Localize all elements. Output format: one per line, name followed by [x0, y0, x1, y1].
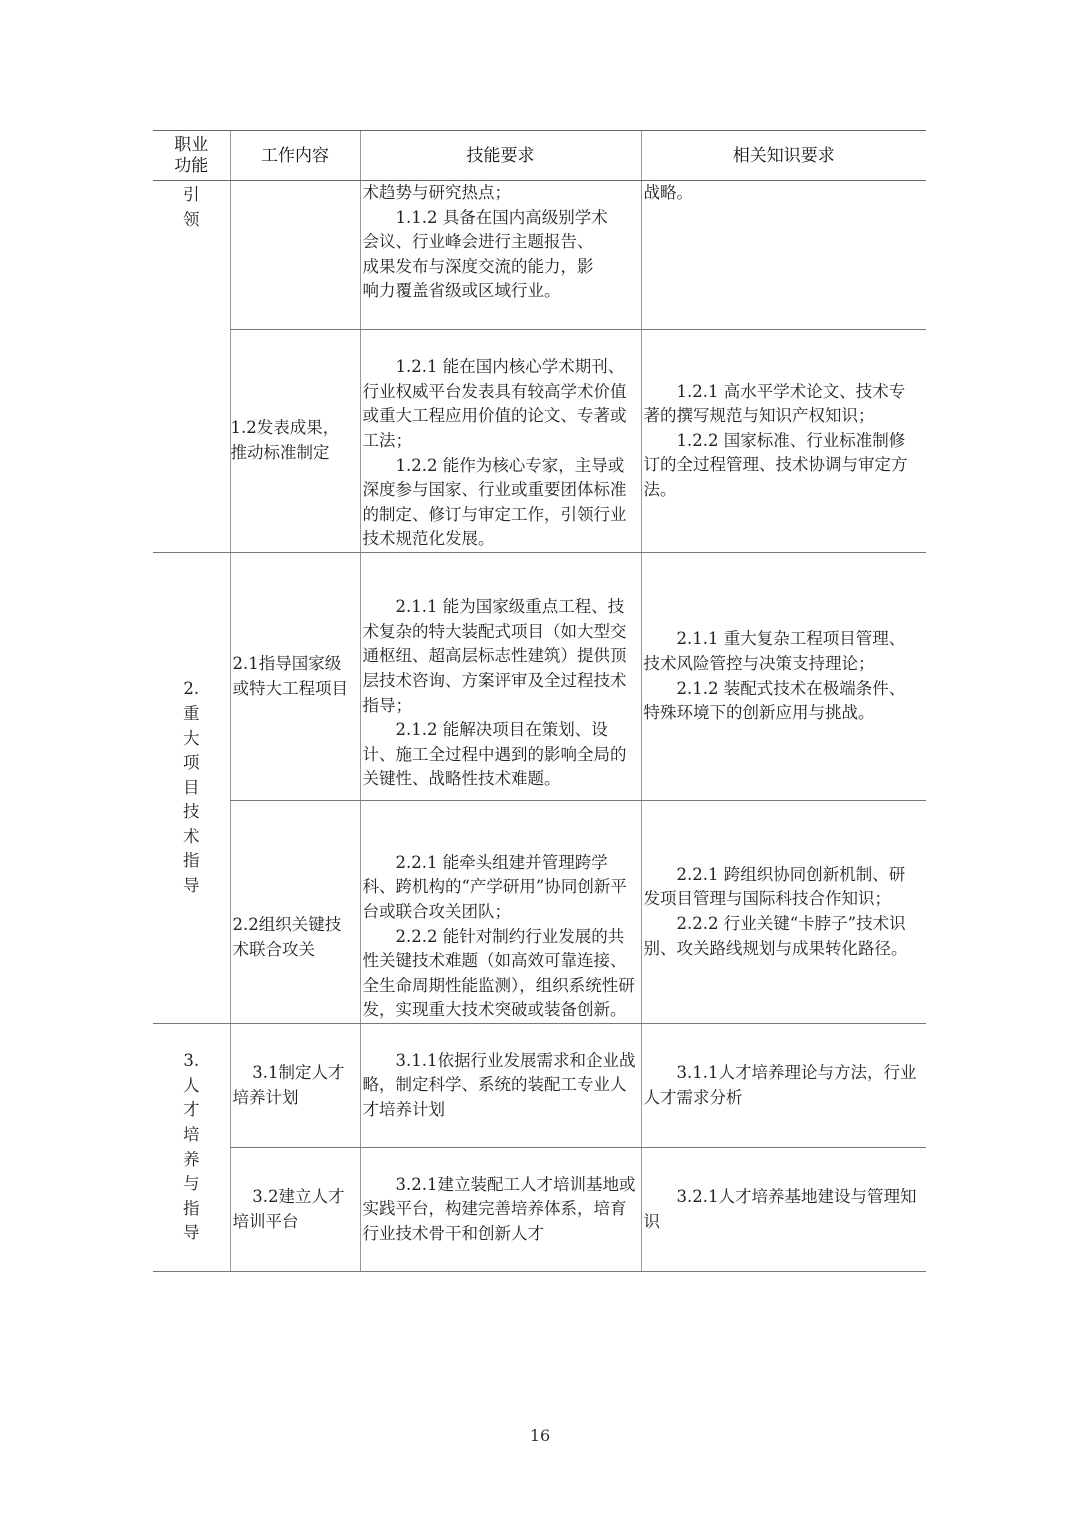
skill-item: 1.2.1 能在国内核心学术期刊、行业权威平台发表具有较高学术价值或重大工程应用价值的论文、专著或工法；	[362, 357, 627, 451]
function-cell-talent	[153, 1024, 230, 1272]
skill-item: 1.1.2 具备在国内高级别学术会议、行业峰会进行主题报告、成果发布与深度交流的能力，影响力覆盖省级或区域行业。	[362, 207, 608, 301]
work-cell	[230, 181, 360, 330]
table-row	[153, 801, 926, 1024]
function-cell-major-projects	[153, 553, 230, 1024]
skills-cell	[360, 330, 641, 553]
knowledge-item: 1.2.1 高水平学术论文、技术专著的撰写规范与知识产权知识；	[643, 381, 906, 426]
knowledge-item: 3.1.1人才培养理论与方法，行业人才需求分析	[643, 1062, 917, 1107]
skills-table-container	[153, 130, 926, 1272]
function-cell-lead	[153, 181, 230, 553]
knowledge-cell	[641, 1148, 926, 1272]
skill-item: 3.1.1依据行业发展需求和企业战略，制定科学、系统的装配工专业人才培养计划	[362, 1050, 636, 1119]
page-number: 16	[529, 1426, 551, 1445]
work-cell: 1.2发表成果，推动标准制定	[230, 330, 360, 553]
knowledge-item: 2.2.1 跨组织协同创新机制、研发项目管理与国际科技合作知识；	[643, 864, 906, 909]
skill-item: 术趋势与研究热点；	[362, 183, 511, 202]
knowledge-cell	[641, 801, 926, 1024]
skill-item: 3.2.1建立装配工人才培训基地或实践平台，构建完善培养体系，培育行业技术骨干和创新人才	[362, 1174, 636, 1243]
skills-cell	[360, 553, 641, 801]
header-knowledge-requirements: 相关知识要求	[641, 131, 926, 181]
table-row	[153, 1024, 926, 1148]
table-row	[153, 181, 926, 330]
table-header-row	[153, 131, 926, 181]
work-cell: 3.1制定人才培养计划	[230, 1024, 360, 1148]
knowledge-cell	[641, 1024, 926, 1148]
knowledge-item: 3.2.1人才培养基地建设与管理知识	[643, 1186, 917, 1231]
header-function: 职业 功能	[153, 131, 230, 181]
function-label: 2.重大项目技术指导	[183, 679, 200, 896]
work-cell: 3.2建立人才培训平台	[230, 1148, 360, 1272]
knowledge-item: 2.1.2 装配式技术在极端条件、特殊环境下的创新应用与挑战。	[643, 678, 906, 723]
header-work-content: 工作内容	[230, 131, 360, 181]
knowledge-item: 2.1.1 重大复杂工程项目管理、技术风险管控与决策支持理论；	[643, 629, 906, 673]
table-row	[153, 1148, 926, 1272]
skills-cell	[360, 801, 641, 1024]
skill-item: 2.1.1 能为国家级重点工程、技术复杂的特大装配式项目（如大型交通枢纽、超高层标志性建筑）提供顶层技术咨询、方案评审及全过程技术指导；	[362, 597, 627, 715]
table-row	[153, 553, 926, 801]
skill-item: 1.2.2 能作为核心专家，主导或深度参与国家、行业或重要团体标准的制定、修订与审定工作，引领行业技术规范化发展。	[362, 455, 627, 549]
knowledge-cell	[641, 330, 926, 553]
knowledge-cell	[641, 553, 926, 801]
knowledge-cell	[641, 181, 926, 330]
knowledge-item: 1.2.2 国家标准、行业标准制修订的全过程管理、技术协调与审定方法。	[643, 430, 908, 499]
function-label: 引领	[183, 185, 200, 229]
skill-item: 2.2.1 能牵头组建并管理跨学科、跨机构的“产学研用”协同创新平台或联合攻关团队；	[362, 852, 627, 922]
skill-item: 2.1.2 能解决项目在策划、设计、施工全过程中遇到的影响全局的关键性、战略性技术难题。	[362, 720, 627, 789]
header-skill-requirements: 技能要求	[360, 131, 641, 181]
table-row	[153, 330, 926, 553]
work-cell: 2.2组织关键技术联合攻关	[230, 801, 360, 1024]
skills-cell	[360, 1148, 641, 1272]
skills-cell	[360, 1024, 641, 1148]
skills-table	[153, 130, 926, 1272]
function-label: 3.人才培养与指导	[183, 1051, 200, 1243]
skill-item: 2.2.2 能针对制约行业发展的共性关键技术难题（如高效可靠连接、全生命周期性能监测），组织系统性研发，实现重大技术突破或装备创新。	[362, 926, 635, 1020]
knowledge-item: 2.2.2 行业关键“卡脖子”技术识别、攻关路线规划与成果转化路径。	[643, 914, 908, 958]
work-cell: 2.1指导国家级或特大工程项目	[230, 553, 360, 801]
knowledge-item: 战略。	[643, 183, 693, 202]
skills-cell	[360, 181, 641, 330]
